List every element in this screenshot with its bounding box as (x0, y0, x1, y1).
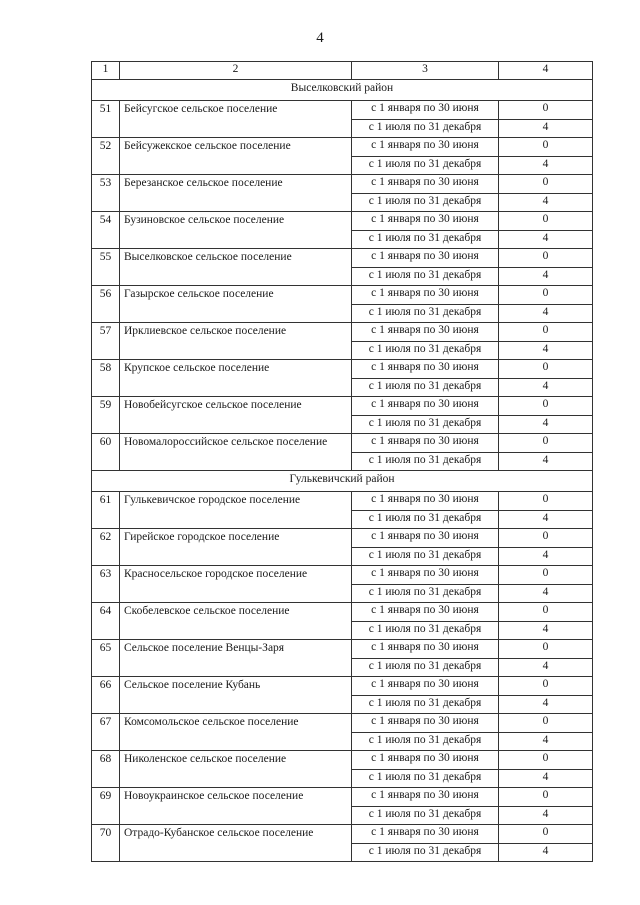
row-number: 54 (92, 212, 120, 249)
value-second-half: 4 (499, 267, 593, 286)
row-number: 63 (92, 566, 120, 603)
row-number: 69 (92, 788, 120, 825)
settlement-name: Гирейское городское поселение (120, 529, 352, 566)
column-header: 4 (499, 62, 593, 80)
period-second-half: с 1 июля по 31 декабря (352, 732, 499, 751)
table-row (92, 677, 593, 696)
value-first-half: 0 (499, 138, 593, 157)
header-row (92, 62, 593, 80)
period-second-half: с 1 июля по 31 декабря (352, 806, 499, 825)
settlement-name: Новомалороссийское сельское поселение (120, 434, 352, 471)
settlement-name: Газырское сельское поселение (120, 286, 352, 323)
value-first-half: 0 (499, 323, 593, 342)
value-first-half: 0 (499, 492, 593, 511)
period-first-half: с 1 января по 30 июня (352, 566, 499, 585)
row-number: 66 (92, 677, 120, 714)
period-second-half: с 1 июля по 31 декабря (352, 304, 499, 323)
row-number: 65 (92, 640, 120, 677)
settlement-name: Николенское сельское поселение (120, 751, 352, 788)
period-first-half: с 1 января по 30 июня (352, 101, 499, 120)
table-row (92, 323, 593, 342)
row-number: 58 (92, 360, 120, 397)
value-second-half: 4 (499, 341, 593, 360)
table-row (92, 434, 593, 453)
value-second-half: 4 (499, 378, 593, 397)
value-first-half: 0 (499, 101, 593, 120)
value-first-half: 0 (499, 175, 593, 194)
period-first-half: с 1 января по 30 июня (352, 751, 499, 770)
value-first-half: 0 (499, 434, 593, 453)
period-first-half: с 1 января по 30 июня (352, 529, 499, 548)
value-second-half: 4 (499, 415, 593, 434)
settlement-name: Бейсугское сельское поселение (120, 101, 352, 138)
value-second-half: 4 (499, 732, 593, 751)
page-number: 4 (316, 30, 324, 46)
row-number: 52 (92, 138, 120, 175)
settlement-name: Новобейсугское сельское поселение (120, 397, 352, 434)
period-first-half: с 1 января по 30 июня (352, 825, 499, 844)
settlement-name: Комсомольское сельское поселение (120, 714, 352, 751)
settlement-name: Сельское поселение Венцы-Заря (120, 640, 352, 677)
settlement-name: Красносельское городское поселение (120, 566, 352, 603)
settlement-name: Новоукраинское сельское поселение (120, 788, 352, 825)
district-name: Выселковский район (92, 80, 593, 101)
period-first-half: с 1 января по 30 июня (352, 603, 499, 622)
table-row (92, 249, 593, 268)
column-header: 1 (92, 62, 120, 80)
value-second-half: 4 (499, 769, 593, 788)
period-first-half: с 1 января по 30 июня (352, 286, 499, 305)
settlement-name: Бейсужекское сельское поселение (120, 138, 352, 175)
period-second-half: с 1 июля по 31 декабря (352, 156, 499, 175)
value-first-half: 0 (499, 825, 593, 844)
settlement-name: Гулькевичское городское поселение (120, 492, 352, 529)
settlement-name: Березанское сельское поселение (120, 175, 352, 212)
settlement-name: Выселковское сельское поселение (120, 249, 352, 286)
period-first-half: с 1 января по 30 июня (352, 677, 499, 696)
period-first-half: с 1 января по 30 июня (352, 714, 499, 733)
period-first-half: с 1 января по 30 июня (352, 175, 499, 194)
tariff-table (91, 61, 593, 862)
district-row (92, 80, 593, 101)
row-number: 70 (92, 825, 120, 862)
period-second-half: с 1 июля по 31 декабря (352, 378, 499, 397)
period-second-half: с 1 июля по 31 декабря (352, 119, 499, 138)
settlement-name: Отрадо-Кубанское сельское поселение (120, 825, 352, 862)
value-first-half: 0 (499, 640, 593, 659)
value-first-half: 0 (499, 397, 593, 416)
value-first-half: 0 (499, 566, 593, 585)
value-first-half: 0 (499, 603, 593, 622)
value-second-half: 4 (499, 806, 593, 825)
value-second-half: 4 (499, 658, 593, 677)
table-row (92, 640, 593, 659)
table-row (92, 138, 593, 157)
table-row (92, 788, 593, 807)
period-second-half: с 1 июля по 31 декабря (352, 415, 499, 434)
district-row (92, 471, 593, 492)
period-second-half: с 1 июля по 31 декабря (352, 510, 499, 529)
period-first-half: с 1 января по 30 июня (352, 397, 499, 416)
value-first-half: 0 (499, 529, 593, 548)
row-number: 61 (92, 492, 120, 529)
value-first-half: 0 (499, 677, 593, 696)
table-body (92, 62, 593, 862)
value-first-half: 0 (499, 360, 593, 379)
settlement-name: Бузиновское сельское поселение (120, 212, 352, 249)
value-first-half: 0 (499, 212, 593, 231)
settlement-name: Скобелевское сельское поселение (120, 603, 352, 640)
value-second-half: 4 (499, 304, 593, 323)
value-second-half: 4 (499, 843, 593, 862)
period-second-half: с 1 июля по 31 декабря (352, 843, 499, 862)
value-second-half: 4 (499, 510, 593, 529)
value-first-half: 0 (499, 286, 593, 305)
period-second-half: с 1 июля по 31 декабря (352, 193, 499, 212)
value-second-half: 4 (499, 695, 593, 714)
row-number: 55 (92, 249, 120, 286)
value-first-half: 0 (499, 714, 593, 733)
period-second-half: с 1 июля по 31 декабря (352, 621, 499, 640)
row-number: 67 (92, 714, 120, 751)
period-first-half: с 1 января по 30 июня (352, 492, 499, 511)
table-row (92, 286, 593, 305)
value-first-half: 0 (499, 751, 593, 770)
period-second-half: с 1 июля по 31 декабря (352, 695, 499, 714)
value-second-half: 4 (499, 452, 593, 471)
table-row (92, 492, 593, 511)
table-row (92, 101, 593, 120)
period-first-half: с 1 января по 30 июня (352, 249, 499, 268)
table-row (92, 751, 593, 770)
value-first-half: 0 (499, 249, 593, 268)
value-second-half: 4 (499, 584, 593, 603)
table-row (92, 529, 593, 548)
row-number: 51 (92, 101, 120, 138)
value-second-half: 4 (499, 119, 593, 138)
column-header: 3 (352, 62, 499, 80)
settlement-name: Крупское сельское поселение (120, 360, 352, 397)
period-first-half: с 1 января по 30 июня (352, 640, 499, 659)
table-row (92, 360, 593, 379)
row-number: 59 (92, 397, 120, 434)
table-row (92, 603, 593, 622)
table-row (92, 175, 593, 194)
period-second-half: с 1 июля по 31 декабря (352, 230, 499, 249)
period-second-half: с 1 июля по 31 декабря (352, 267, 499, 286)
period-first-half: с 1 января по 30 июня (352, 212, 499, 231)
settlement-name: Сельское поселение Кубань (120, 677, 352, 714)
period-second-half: с 1 июля по 31 декабря (352, 452, 499, 471)
value-second-half: 4 (499, 230, 593, 249)
value-second-half: 4 (499, 621, 593, 640)
value-first-half: 0 (499, 788, 593, 807)
column-header: 2 (120, 62, 352, 80)
table-row (92, 566, 593, 585)
district-name: Гулькевичский район (92, 471, 593, 492)
table-row (92, 825, 593, 844)
row-number: 57 (92, 323, 120, 360)
row-number: 53 (92, 175, 120, 212)
settlement-name: Ирклиевское сельское поселение (120, 323, 352, 360)
period-second-half: с 1 июля по 31 декабря (352, 547, 499, 566)
table-row (92, 397, 593, 416)
period-first-half: с 1 января по 30 июня (352, 360, 499, 379)
row-number: 62 (92, 529, 120, 566)
row-number: 64 (92, 603, 120, 640)
period-second-half: с 1 июля по 31 декабря (352, 584, 499, 603)
row-number: 56 (92, 286, 120, 323)
table-row (92, 714, 593, 733)
value-second-half: 4 (499, 547, 593, 566)
value-second-half: 4 (499, 193, 593, 212)
period-second-half: с 1 июля по 31 декабря (352, 341, 499, 360)
period-second-half: с 1 июля по 31 декабря (352, 769, 499, 788)
period-first-half: с 1 января по 30 июня (352, 434, 499, 453)
period-second-half: с 1 июля по 31 декабря (352, 658, 499, 677)
period-first-half: с 1 января по 30 июня (352, 788, 499, 807)
row-number: 68 (92, 751, 120, 788)
period-first-half: с 1 января по 30 июня (352, 323, 499, 342)
table-row (92, 212, 593, 231)
value-second-half: 4 (499, 156, 593, 175)
row-number: 60 (92, 434, 120, 471)
period-first-half: с 1 января по 30 июня (352, 138, 499, 157)
